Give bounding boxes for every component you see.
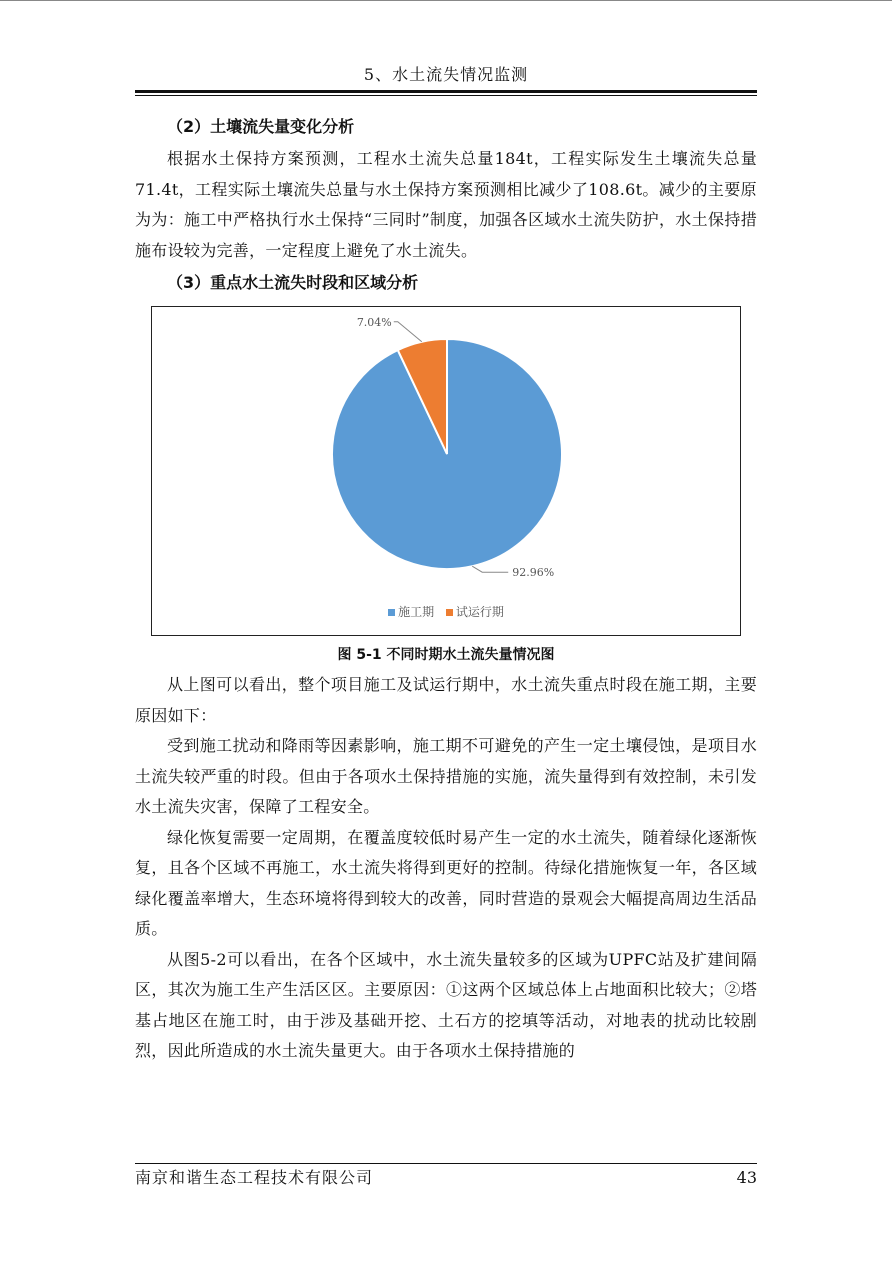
section-heading-soil-loss-change: （2）土壤流失量变化分析: [167, 117, 355, 136]
paragraph-key-period: 从上图可以看出，整个项目施工及试运行期中，水土流失重点时段在施工期，主要原因如下：: [135, 675, 757, 725]
leader-line-construction: [472, 566, 508, 572]
leader-line-trial-operation: [394, 322, 422, 342]
legend-label-trial-operation: 试运行期: [455, 605, 504, 619]
header-rule-thick: [135, 90, 757, 93]
section-heading-key-period-region: （3）重点水土流失时段和区域分析: [167, 273, 419, 292]
data-label-trial-operation: 7.04%: [356, 315, 392, 329]
figure-caption: 图 5-1 不同时期水土流失量情况图: [337, 647, 555, 663]
page-top-border: [0, 0, 892, 1]
paragraph-region-analysis: 从图5-2可以看出，在各个区域中，水土流失量较多的区域为UPFC站及扩建间隔区，其次为施工生产生活区区。主要原因：①这两个区域总体上占地面积比较大；②塔基占地区在施工时，由于涉及基础开挖、土石方的挖填等活动，对地表的扰动比较剧烈，因此所造成的水土流失量更大。由于各项水土保持措施的: [135, 949, 757, 1060]
footer-page-number: 43: [736, 1168, 757, 1187]
page-content: [135, 110, 757, 1067]
legend-item-trial-operation: [446, 603, 504, 620]
header-rule-thin: [135, 95, 757, 96]
paragraph-greening-recovery: 绿化恢复需要一定周期，在覆盖度较低时易产生一定的水土流失，随着绿化逐渐恢复，且各个区域不再施工，水土流失将得到更好的控制。待绿化措施恢复一年，各区域绿化覆盖率增大，生态环境将得到较大的改善，同时营造的景观会大幅提高周边生活品质。: [135, 827, 757, 938]
footer-company-name: 南京和谐生态工程技术有限公司: [135, 1168, 374, 1187]
pie-chart: [152, 307, 740, 635]
legend-item-construction: [388, 603, 434, 620]
chart-legend: [152, 603, 740, 620]
page-header-title: 5、水土流失情况监测: [363, 65, 529, 84]
footer-rule: [135, 1163, 757, 1164]
pie-chart-frame: [151, 306, 741, 636]
legend-swatch-construction: [388, 609, 395, 616]
legend-label-construction: 施工期: [398, 605, 435, 619]
data-label-construction: 92.96%: [512, 566, 555, 580]
paragraph-construction-period: 受到施工扰动和降雨等因素影响，施工期不可避免的产生一定土壤侵蚀，是项目水土流失较严重的时段。但由于各项水土保持措施的实施，流失量得到有效控制，未引发水土流失灾害，保障了工程安全。: [135, 736, 757, 816]
paragraph-soil-loss-analysis: 根据水土保持方案预测，工程水土流失总量184t，工程实际发生土壤流失总量71.4t，工程实际土壤流失总量与水土保持方案预测相比减少了108.6t。减少的主要原为为：施工中严格执行水土保持“三同时”制度，加强各区域水土流失防护，水土保持措施布设较为完善，一定程度上避免了水土流失。: [135, 149, 757, 260]
legend-swatch-trial-operation: [446, 609, 453, 616]
